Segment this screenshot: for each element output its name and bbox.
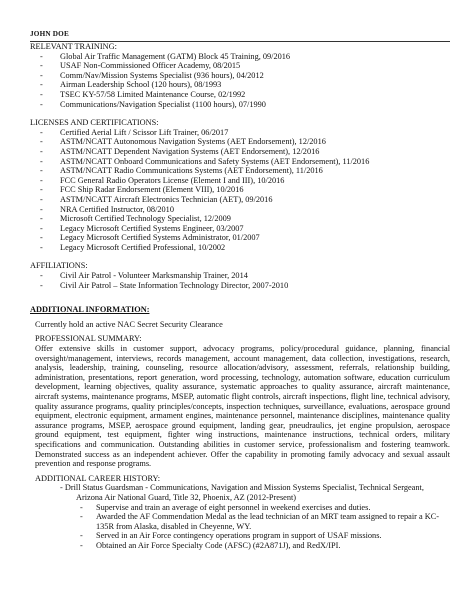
list-item: - TSEC KY-57/58 Limited Maintenance Course, 02/1992 — [30, 90, 450, 100]
list-item: - NRA Certified Instructor, 08/2010 — [30, 205, 450, 215]
resume-content — [30, 42, 450, 551]
list-item: - USAF Non-Commissioned Officer Academy, 08/2015 — [30, 61, 450, 71]
list-item: - Comm/Nav/Mission Systems Specialist (936 hours), 04/2012 — [30, 71, 450, 81]
list-item: - Global Air Traffic Management (GATM) Block 45 Training, 09/2016 — [30, 52, 450, 62]
job-title-line-1: - Drill Status Guardsman - Communications, Navigation and Mission Systems Specialist, Technical Sergeant, — [60, 483, 424, 493]
affiliations-title: AFFILIATIONS: — [30, 261, 88, 271]
list-item: - Microsoft Certified Technology Specialist, 12/2009 — [30, 214, 450, 224]
list-item: - Supervise and train an average of eight personnel in weekend exercises and duties. — [30, 503, 450, 513]
list-item: - Communications/Navigation Specialist (1100 hours), 07/1990 — [30, 100, 450, 110]
list-item: - Civil Air Patrol – State Information Technology Director, 2007-2010 — [30, 281, 450, 291]
professional-summary-title: PROFESSIONAL SUMMARY: — [35, 334, 142, 344]
list-item: - Legacy Microsoft Certified Systems Engineer, 03/2007 — [30, 224, 450, 234]
relevant-training-title: RELEVANT TRAINING: — [30, 42, 117, 51]
licenses-title: LICENSES AND CERTIFICATIONS: — [30, 118, 159, 128]
list-item: - FCC Ship Radar Endorsement (Element VIII), 10/2016 — [30, 185, 450, 195]
list-item: - FCC General Radio Operators License (Element I and III), 10/2016 — [30, 176, 450, 186]
list-item: - ASTM/NCATT Radio Communications Systems (AET Endorsement), 11/2016 — [30, 166, 450, 176]
licenses-list — [30, 128, 450, 253]
affiliations-list — [30, 271, 450, 290]
list-item: - Served in an Air Force contingency operations program in support of USAF missions. — [30, 531, 450, 541]
list-item: - ASTM/NCATT Autonomous Navigation Systems (AET Endorsement), 12/2016 — [30, 137, 450, 147]
list-item: - Airman Leadership School (120 hours), 08/1993 — [30, 80, 450, 90]
list-item: - ASTM/NCATT Dependent Navigation Systems (AET Endorsement), 12/2016 — [30, 147, 450, 157]
career-history-title: ADDITIONAL CAREER HISTORY: — [35, 473, 161, 483]
resume-header-name: JOHN DOE — [30, 30, 450, 42]
professional-summary-text: Offer extensive skills in customer support, advocacy programs, policy/procedural guidance, planning, financial oversight/management, interviews, records management, account management, data collection, investigations, research, analysis, leadership, training, counseling, resource allocation/advisory, assessment, referrals, relationship building, administration, presentations, report generation, word processing, technology, automation software, education curriculum development, learning objectives, quality assurance, systematic approaches to quality assurance, aircraft maintenance, aircraft systems, maintenance programs, MSEP, automatic flight controls, aircraft inspections, flight line, technical advisory, quality assurance programs, quality principles/concepts, inspection techniques, surveillance, evaluations, aerospace ground equipment, electronic equipment, armament engines, maintenance personnel, maintenance disciplines, maintenance quality assurance programs, MSEP, aerospace ground equipment, landing gear, pneudraulics, jet engine propulsion, aerospace ground equipment, test equipment, fighter wing instructions, maintenance instructions, technical orders, military specifications and communication. Outstanding abilities in customer service, professionalism and fostering teamwork. Demonstrated success as an independent achiever. Offer the capability in promoting family advocacy and sexual assault prevention and response programs. — [35, 344, 450, 469]
clearance-text: Currently hold an active NAC Secret Security Clearance — [35, 319, 223, 329]
list-item: - Legacy Microsoft Certified Systems Administrator, 01/2007 — [30, 233, 450, 243]
list-item: - Legacy Microsoft Certified Professional, 10/2002 — [30, 243, 450, 253]
list-item: - Certified Aerial Lift / Scissor Lift Trainer, 06/2017 — [30, 128, 450, 138]
list-item: - Obtained an Air Force Specialty Code (AFSC) (#2A871J), and RedX/IPI. — [30, 541, 450, 551]
list-item: - ASTM/NCATT Onboard Communications and Safety Systems (AET Endorsement), 11/2016 — [30, 157, 450, 167]
list-item: - ASTM/NCATT Aircraft Electronics Technician (AET), 09/2016 — [30, 195, 450, 205]
relevant-training-list — [30, 52, 450, 110]
list-item: - Awarded the AF Commendation Medal as the lead technician of an MRT team assigned to repair a KC-135R from Alaska, disabled in Cheyenne, WY. — [30, 512, 450, 531]
additional-information-title: ADDITIONAL INFORMATION: — [30, 305, 150, 315]
list-item: - Civil Air Patrol - Volunteer Marksmanship Trainer, 2014 — [30, 271, 450, 281]
job-duties-list — [30, 503, 450, 551]
job-title-line-2: Arizona Air National Guard, Title 32, Phoenix, AZ (2012-Present) — [76, 492, 297, 502]
